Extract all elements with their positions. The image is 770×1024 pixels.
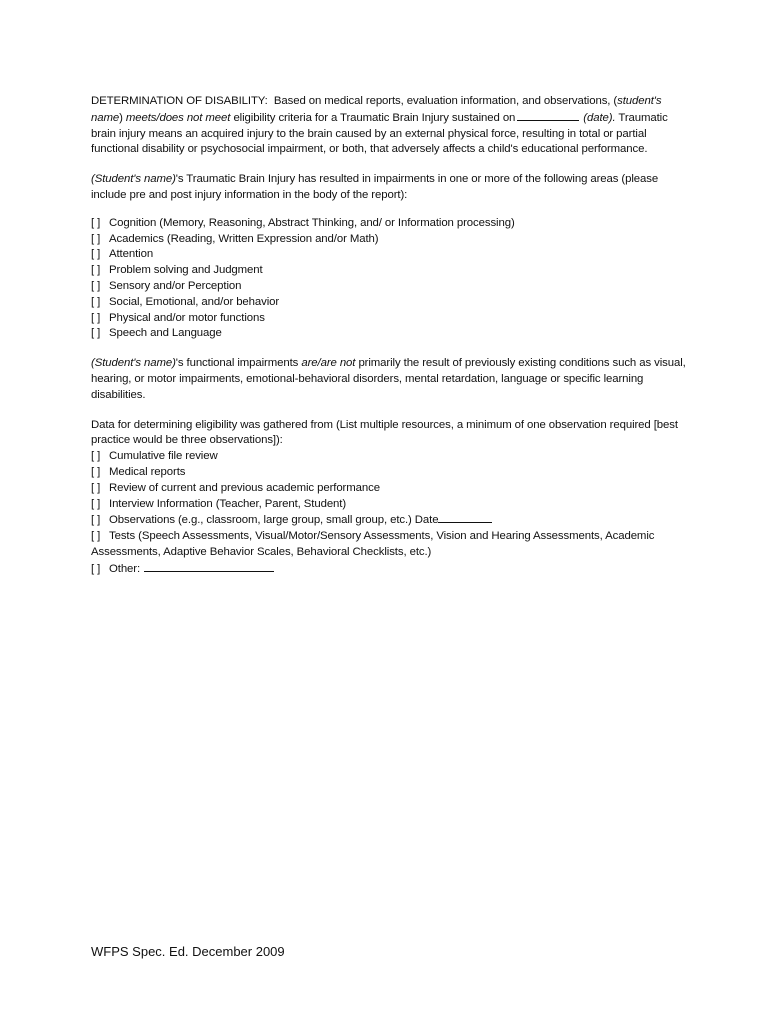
list-item[interactable] <box>91 232 691 248</box>
impairment-label: Speech and Language <box>109 327 222 340</box>
impairment-checklist <box>91 216 691 342</box>
list-item[interactable] <box>91 279 691 295</box>
checkbox[interactable]: [ ] <box>91 481 101 494</box>
list-item[interactable] <box>91 311 691 327</box>
impairment-label: Physical and/or motor functions <box>109 311 265 324</box>
source-label: Review of current and previous academic performance <box>109 481 380 494</box>
are-option-text: are/are not <box>301 357 356 370</box>
list-item[interactable] <box>91 561 691 578</box>
functional-text-2: primarily the result of previously existing conditions such as visual, hearing, or motor impairments, emotional-behavioral disorders, mental retardation, language or specific learning disabilities. <box>91 357 686 401</box>
list-item[interactable] <box>91 326 691 342</box>
observation-date-blank[interactable] <box>438 512 492 523</box>
list-item[interactable] <box>91 263 691 279</box>
list-item[interactable] <box>91 295 691 311</box>
impairments-student-name: (Student's name) <box>91 173 176 186</box>
checkbox[interactable]: [ ] <box>91 311 101 324</box>
checkbox[interactable]: [ ] <box>91 497 101 510</box>
checkbox[interactable]: [ ] <box>91 530 101 543</box>
impairment-label: Academics (Reading, Written Expression and/or Math) <box>109 232 379 245</box>
impairment-label: Cognition (Memory, Reasoning, Abstract Thinking, and/ or Information processing) <box>109 216 515 229</box>
checkbox[interactable]: [ ] <box>91 232 101 245</box>
list-item[interactable] <box>91 512 691 529</box>
checkbox[interactable]: [ ] <box>91 295 101 308</box>
checkbox[interactable]: [ ] <box>91 264 101 277</box>
list-item[interactable] <box>91 216 691 232</box>
checkbox[interactable]: [ ] <box>91 465 101 478</box>
checkbox[interactable]: [ ] <box>91 248 101 261</box>
list-item[interactable] <box>91 481 691 497</box>
list-item[interactable] <box>91 247 691 263</box>
other-label: Other: <box>109 562 141 575</box>
source-label: Interview Information (Teacher, Parent, Student) <box>109 497 347 510</box>
determination-text-2: eligibility criteria for a Traumatic Brain Injury sustained on <box>233 111 516 124</box>
determination-text-1: Based on medical reports, evaluation information, and observations, ( <box>273 95 618 107</box>
document-body <box>91 94 691 578</box>
determination-paragraph <box>91 94 691 158</box>
list-item[interactable] <box>91 449 691 465</box>
functional-paragraph <box>91 356 691 403</box>
list-item[interactable] <box>91 529 691 561</box>
tbi-definition: Traumatic brain injury means an acquired injury to the brain caused by an external physical force, resulting in total or partial functional disability or psychosocial impairment, or both, that adversely affects a child's educational performance. <box>91 111 668 156</box>
other-blank[interactable] <box>144 561 274 572</box>
checkbox[interactable]: [ ] <box>91 514 101 527</box>
checkbox[interactable]: [ ] <box>91 216 101 229</box>
injury-date-blank[interactable] <box>517 110 579 121</box>
impairment-label: Sensory and/or Perception <box>109 279 242 292</box>
student-name-placeholder: student's name <box>91 95 662 124</box>
list-item[interactable] <box>91 497 691 513</box>
checkbox[interactable]: [ ] <box>91 279 101 292</box>
impairment-label: Problem solving and Judgment <box>109 264 263 277</box>
functional-text-1: 's functional impairments <box>175 357 299 370</box>
date-label: (date). <box>583 111 616 124</box>
list-item[interactable] <box>91 465 691 481</box>
checkbox[interactable]: [ ] <box>91 562 101 575</box>
source-label: Cumulative file review <box>109 450 218 463</box>
checkbox[interactable]: [ ] <box>91 327 101 340</box>
source-label: Medical reports <box>109 465 186 478</box>
functional-student-name: (Student's name) <box>91 357 176 370</box>
impairment-label: Attention <box>109 248 154 261</box>
data-sources-intro: Data for determining eligibility was gathered from (List multiple resources, a minimum of one observation required [best practice would be three observations]): <box>91 418 678 447</box>
meets-option-text: meets/does not meet <box>125 111 231 124</box>
tests-label: Tests (Speech Assessments, Visual/Motor/Sensory Assessments, Vision and Hearing Assessments, Academic Assessments, Adaptive Behavior Scales, Behavioral Checklists, etc.) <box>91 530 655 558</box>
impairments-intro-text: 's Traumatic Brain Injury has resulted in impairments in one or more of the following areas (please include pre and post injury information in the body of the report): <box>91 173 659 201</box>
observations-label: Observations (e.g., classroom, large group, small group, etc.) Date <box>109 514 439 527</box>
page-footer: WFPS Spec. Ed. December 2009 <box>91 944 285 959</box>
determination-label: DETERMINATION OF DISABILITY: <box>91 95 268 107</box>
checkbox[interactable]: [ ] <box>91 450 101 463</box>
data-sources-checklist <box>91 449 691 577</box>
determination-close-paren: ) <box>119 111 123 124</box>
impairment-label: Social, Emotional, and/or behavior <box>109 295 280 308</box>
impairments-intro <box>91 172 691 204</box>
